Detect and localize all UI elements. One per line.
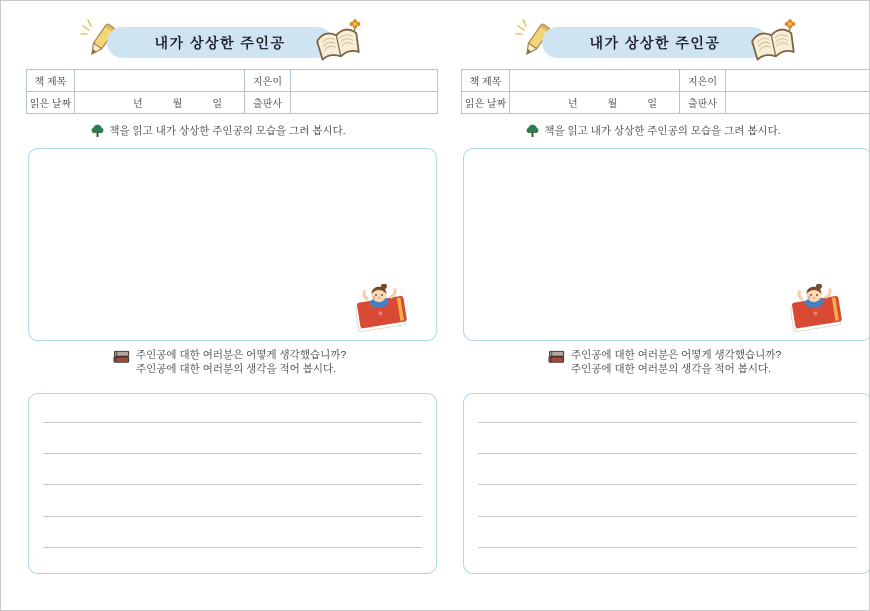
date-units	[510, 95, 679, 110]
write-prompt-text	[571, 349, 781, 376]
worksheet-page	[1, 1, 436, 610]
book-info-table	[26, 69, 438, 114]
read-date-label: 읽은 날짜	[462, 92, 510, 114]
book-title-field[interactable]	[510, 70, 680, 92]
girl-reading-illustration	[350, 284, 416, 338]
page-title: 내가 상상한 주인공	[154, 34, 286, 51]
ruled-line	[478, 422, 857, 423]
ruled-line	[478, 516, 857, 517]
ruled-line	[43, 422, 422, 423]
ruled-line	[43, 484, 422, 485]
author-field[interactable]	[291, 70, 438, 92]
ruled-line	[478, 453, 857, 454]
book-stack-icon	[113, 350, 130, 364]
write-prompt-line1: 주인공에 대한 여러분은 어떻게 생각했습니까?	[136, 349, 347, 361]
tree-icon	[91, 124, 104, 138]
day-unit: 일	[647, 99, 658, 110]
ruled-line	[43, 453, 422, 454]
read-date-label: 읽은 날짜	[27, 92, 75, 114]
month-unit: 월	[607, 99, 618, 110]
write-prompt-line1: 주인공에 대한 여러분은 어떻게 생각했습니까?	[571, 349, 782, 361]
book-title-field[interactable]	[75, 70, 245, 92]
write-prompt-line2: 주인공에 대한 여러분의 생각을 적어 봅시다.	[571, 362, 772, 375]
draw-prompt-text: 책을 읽고 내가 상상한 주인공의 모습을 그려 봅시다.	[109, 125, 346, 137]
ruled-line	[43, 547, 422, 548]
table-row	[27, 92, 438, 114]
ruled-line	[43, 516, 422, 517]
read-date-field[interactable]	[75, 92, 245, 114]
girl-reading-illustration	[785, 284, 851, 338]
write-prompt-text	[136, 349, 346, 376]
book-title-label: 책 제목	[462, 70, 510, 92]
day-unit: 일	[212, 99, 223, 110]
write-prompt-row	[548, 349, 781, 376]
book-stack-icon	[548, 350, 565, 364]
open-book-icon	[313, 14, 367, 66]
publisher-field[interactable]	[291, 92, 438, 114]
book-title-label: 책 제목	[27, 70, 75, 92]
worksheet-page	[436, 1, 870, 610]
year-unit: 년	[133, 99, 143, 110]
title-banner	[107, 27, 333, 58]
table-row	[27, 70, 438, 92]
draw-prompt-row	[436, 123, 870, 138]
publisher-label: 출판사	[680, 92, 726, 114]
draw-prompt-row	[1, 123, 436, 138]
year-unit: 년	[568, 99, 578, 110]
tree-icon	[526, 124, 539, 138]
drawing-area[interactable]	[463, 148, 870, 341]
date-units	[75, 95, 244, 110]
title-banner	[542, 27, 768, 58]
drawing-area[interactable]	[28, 148, 437, 341]
month-unit: 월	[172, 99, 183, 110]
ruled-line	[478, 547, 857, 548]
spread	[1, 1, 870, 610]
open-book-icon	[748, 14, 802, 66]
author-field[interactable]	[726, 70, 870, 92]
writing-area[interactable]	[463, 393, 870, 574]
page-title: 내가 상상한 주인공	[589, 34, 721, 51]
writing-area[interactable]	[28, 393, 437, 574]
table-row	[462, 92, 870, 114]
ruled-line	[478, 484, 857, 485]
author-label: 지은이	[245, 70, 291, 92]
draw-prompt-text: 책을 읽고 내가 상상한 주인공의 모습을 그려 봅시다.	[544, 125, 781, 137]
publisher-label: 출판사	[245, 92, 291, 114]
write-prompt-row	[113, 349, 346, 376]
book-info-table	[461, 69, 870, 114]
write-prompt-line2: 주인공에 대한 여러분의 생각을 적어 봅시다.	[136, 362, 337, 375]
table-row	[462, 70, 870, 92]
publisher-field[interactable]	[726, 92, 870, 114]
author-label: 지은이	[680, 70, 726, 92]
read-date-field[interactable]	[510, 92, 680, 114]
